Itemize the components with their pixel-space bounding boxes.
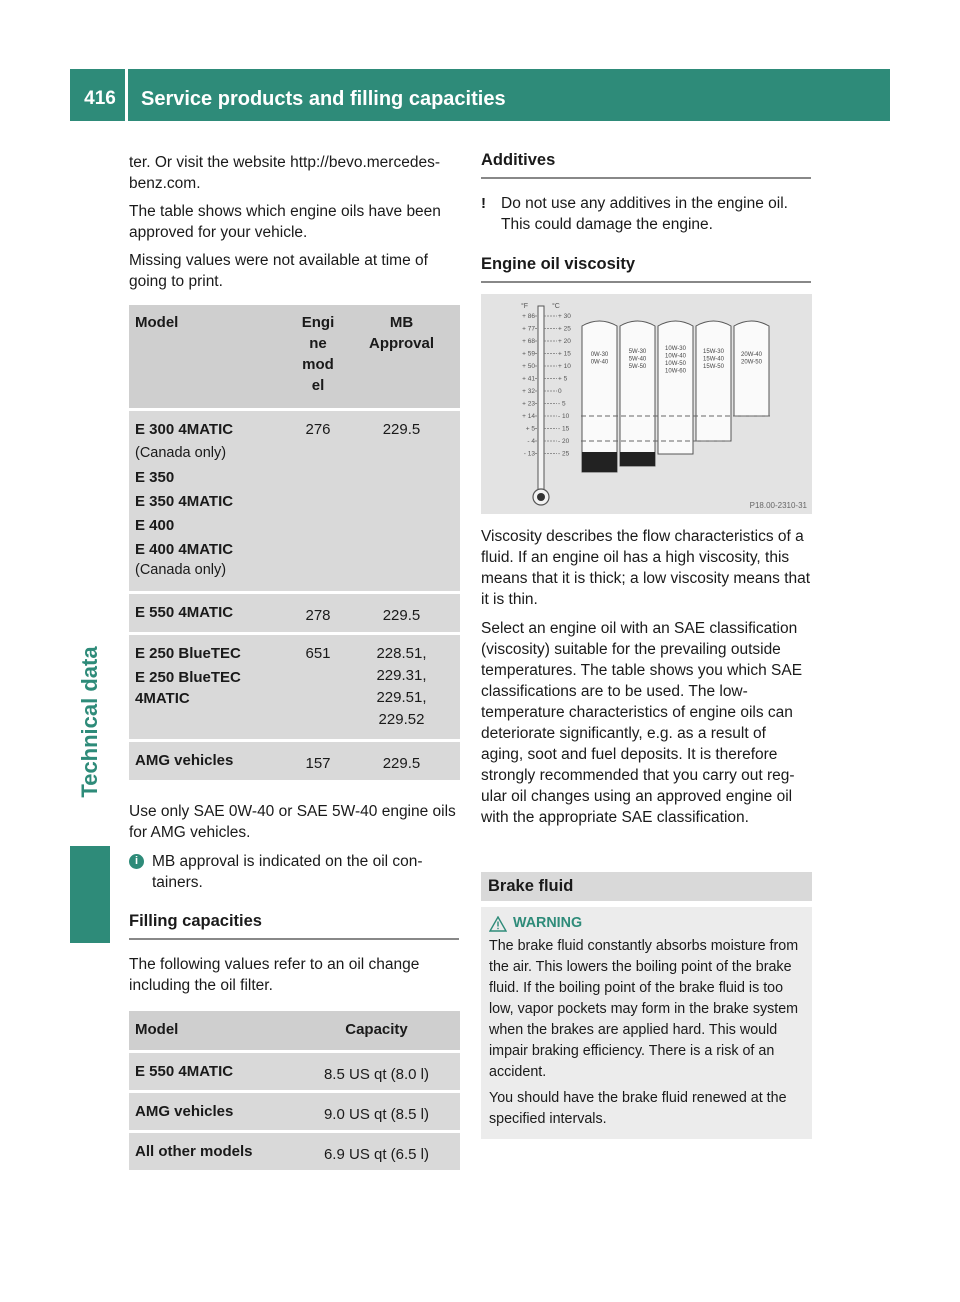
approval-table (129, 302, 460, 783)
celsius-tick-label: + 10 (558, 363, 571, 370)
fahrenheit-tick-label: + 23 (522, 400, 535, 408)
exclamation-icon: ! (481, 195, 486, 212)
grade-bar (734, 321, 769, 416)
header-divider (125, 69, 128, 121)
grade-bar (620, 321, 655, 466)
celsius-tick-label: - 15 (558, 425, 570, 433)
warning-text-1: The brake fluid constantly absorbs moisture from the air. This lowers the boiling point of the brake fluid. If the boiling point of the brake fluid is too low, vapor pockets may form in the brake system when the brakes are applied hard. This would impair braking efficiency. There is a risk of an accident. (489, 938, 799, 1080)
table-row (129, 1093, 460, 1130)
approval-cell: 229.5 (343, 742, 460, 780)
table-row (129, 1133, 460, 1170)
model-name: E 350 4MATIC (135, 493, 234, 510)
grade-label: 20W-50 (741, 359, 762, 366)
model-name: AMG vehicles (129, 1093, 293, 1130)
additives-warning-text: Do not use any additives in the engine oil. This could damage the engine. (501, 195, 788, 233)
model-note: (Canada only) (135, 445, 227, 461)
model-name: AMG vehicles (129, 742, 293, 780)
grade-bar (658, 321, 693, 454)
col-engine: Engi ne mod el (293, 305, 343, 408)
page-number: 416 (84, 88, 116, 109)
fahrenheit-tick-label: + 5 (525, 425, 535, 433)
intro-text-2: The table shows which engine oils have been approved for your vehicle. (129, 203, 441, 241)
sidebar-label: Technical data (77, 646, 102, 798)
celsius-tick-label: + 15 (558, 350, 571, 358)
brake-fluid-heading: Brake fluid (481, 872, 812, 901)
right-column (481, 150, 811, 1139)
table-row (129, 1053, 460, 1090)
page-title: Service products and filling capacities (141, 88, 506, 110)
viscosity-heading: Engine oil viscosity (481, 254, 811, 283)
col-approval: MB Approval (343, 305, 460, 408)
grade-bar-fill (620, 452, 655, 466)
amg-oil-note: Use only SAE 0W-40 or SAE 5W-40 engine oils for AMG vehicles. (129, 803, 456, 841)
figure-code: P18.00-2310-31 (749, 501, 807, 510)
celsius-tick-label: - 10 (558, 413, 570, 420)
capacity-cell: 6.9 US qt (6.5 l) (293, 1133, 460, 1170)
grade-bar-shape (620, 321, 655, 466)
grade-bar-shape (734, 321, 769, 416)
grade-label: 10W-40 (665, 353, 686, 360)
table-row (129, 742, 460, 780)
filling-capacities-heading: Filling capacities (129, 911, 459, 940)
model-name: E 300 4MATIC (135, 421, 234, 438)
model-name: E 250 BlueTEC (135, 645, 241, 662)
grade-label: 0W-40 (590, 359, 609, 366)
grade-label: 15W-40 (703, 356, 724, 363)
celsius-tick-label: - 20 (558, 438, 570, 445)
table-header-row (129, 305, 460, 408)
model-note: (Canada only) (135, 562, 227, 578)
capacity-cell: 9.0 US qt (8.5 l) (293, 1093, 460, 1130)
capacity-cell: 8.5 US qt (8.0 l) (293, 1053, 460, 1090)
fahrenheit-tick-label: + 86 (522, 313, 535, 320)
grade-label: 5W-30 (628, 349, 647, 355)
grade-bar (696, 321, 731, 441)
celsius-tick-label: 0 (558, 388, 562, 395)
info-note (129, 851, 459, 893)
thermometer-bulb-fill (537, 493, 545, 501)
model-cell (129, 635, 293, 739)
model-name: E 400 4MATIC (135, 541, 234, 558)
fahrenheit-tick-label: + 77 (522, 325, 535, 333)
grade-bar (582, 321, 617, 472)
table-row (129, 635, 460, 739)
thermometer-tube (538, 306, 544, 496)
fahrenheit-tick-label: + 68 (522, 338, 535, 345)
warning-box (481, 907, 812, 1139)
grade-label: 5W-40 (628, 356, 647, 363)
fahrenheit-tick-label: + 59 (522, 350, 535, 358)
table-header-row (129, 1011, 460, 1050)
celsius-label: °C (552, 303, 560, 310)
left-column (129, 152, 459, 1173)
celsius-tick-label: + 20 (558, 338, 571, 345)
grade-label: 15W-30 (703, 349, 724, 355)
col-model: Model (129, 305, 293, 408)
viscosity-para-1: Viscosity describes the flow characteristics of a fluid. If an engine oil has a high viscosity, this means that it is thick; a low viscosity means that it is thin. (481, 528, 811, 608)
celsius-tick-label: + 30 (558, 313, 571, 320)
capacity-table (129, 1008, 460, 1173)
grade-label: 20W-40 (741, 352, 762, 358)
approval-cell: 229.5 (343, 594, 460, 632)
celsius-tick-label: + 25 (558, 325, 571, 333)
model-cell (129, 411, 293, 591)
viscosity-figure (481, 294, 812, 514)
fahrenheit-tick-label: + 32 (522, 388, 535, 395)
fahrenheit-tick-label: - 13 (523, 450, 535, 458)
celsius-scale (544, 313, 571, 458)
grade-label: 5W-50 (628, 364, 647, 370)
model-name: E 400 (135, 517, 175, 534)
grade-label: 10W-50 (665, 361, 686, 367)
grade-label: 0W-30 (590, 352, 609, 358)
grade-label: 10W-30 (665, 346, 686, 352)
sidebar-tab (70, 610, 110, 835)
viscosity-para-2: Select an engine oil with an SAE classification (viscosity) suitable for the prevailing outside temperatures. The table shows you which SAE classifications are to be used. The low-temperature characteristics of engine oils can deteriorate significantly, e.g. as a result of aging, soot and fuel deposits. It is therefore strongly recommended that you carry out reg-ular oil changes using an approved engine oil with the appropriate SAE classification. (481, 620, 803, 826)
engine-cell: 276 (293, 411, 343, 591)
viscosity-diagram (481, 294, 812, 514)
info-icon: i (129, 854, 144, 869)
engine-cell: 157 (293, 742, 343, 780)
table-row (129, 594, 460, 632)
col-model: Model (129, 1011, 293, 1050)
warning-text-2: You should have the brake fluid renewed at the specified intervals. (489, 1090, 787, 1127)
additives-warning (481, 193, 811, 235)
info-note-text: MB approval is indicated on the oil con- tainers. (152, 853, 423, 891)
intro-text-1: ter. Or visit the website http://bevo.mercedes-benz.com. (129, 154, 440, 192)
grade-bar-shape (658, 321, 693, 454)
grade-bar-shape (582, 321, 617, 472)
model-name: All other models (129, 1133, 293, 1170)
fahrenheit-label: °F (521, 303, 529, 310)
col-capacity: Capacity (293, 1011, 460, 1050)
fahrenheit-tick-label: - 4 (527, 438, 535, 445)
sidebar-marker (70, 846, 110, 943)
model-name: E 250 BlueTEC 4MATIC (135, 669, 241, 707)
model-name: E 350 (135, 469, 175, 486)
fahrenheit-tick-label: + 14 (522, 413, 535, 420)
fahrenheit-scale (522, 313, 538, 458)
additives-heading: Additives (481, 150, 811, 179)
approval-cell: 229.5 (343, 411, 460, 591)
celsius-tick-label: - 5 (558, 400, 566, 408)
model-name: E 550 4MATIC (129, 594, 293, 632)
fahrenheit-tick-label: + 50 (522, 363, 535, 370)
filling-intro: The following values refer to an oil change including the oil filter. (129, 956, 420, 994)
grade-label: 15W-50 (703, 364, 724, 370)
intro-text-3: Missing values were not available at time of going to print. (129, 252, 428, 290)
grade-bar-fill (582, 452, 617, 472)
warning-triangle-icon (489, 916, 507, 932)
engine-cell: 278 (293, 594, 343, 632)
celsius-tick-label: + 5 (558, 375, 568, 383)
approval-cell: 228.51, 229.31, 229.51, 229.52 (343, 635, 460, 739)
engine-cell: 651 (293, 635, 343, 739)
grade-bar-shape (696, 321, 731, 441)
model-name: E 550 4MATIC (129, 1053, 293, 1090)
grade-label: 10W-60 (665, 368, 686, 375)
celsius-tick-label: - 25 (558, 450, 570, 458)
grade-bars (582, 321, 769, 472)
warning-label: WARNING (513, 915, 583, 931)
fahrenheit-tick-label: + 41 (522, 375, 535, 383)
warning-header (489, 913, 804, 934)
table-row (129, 411, 460, 591)
